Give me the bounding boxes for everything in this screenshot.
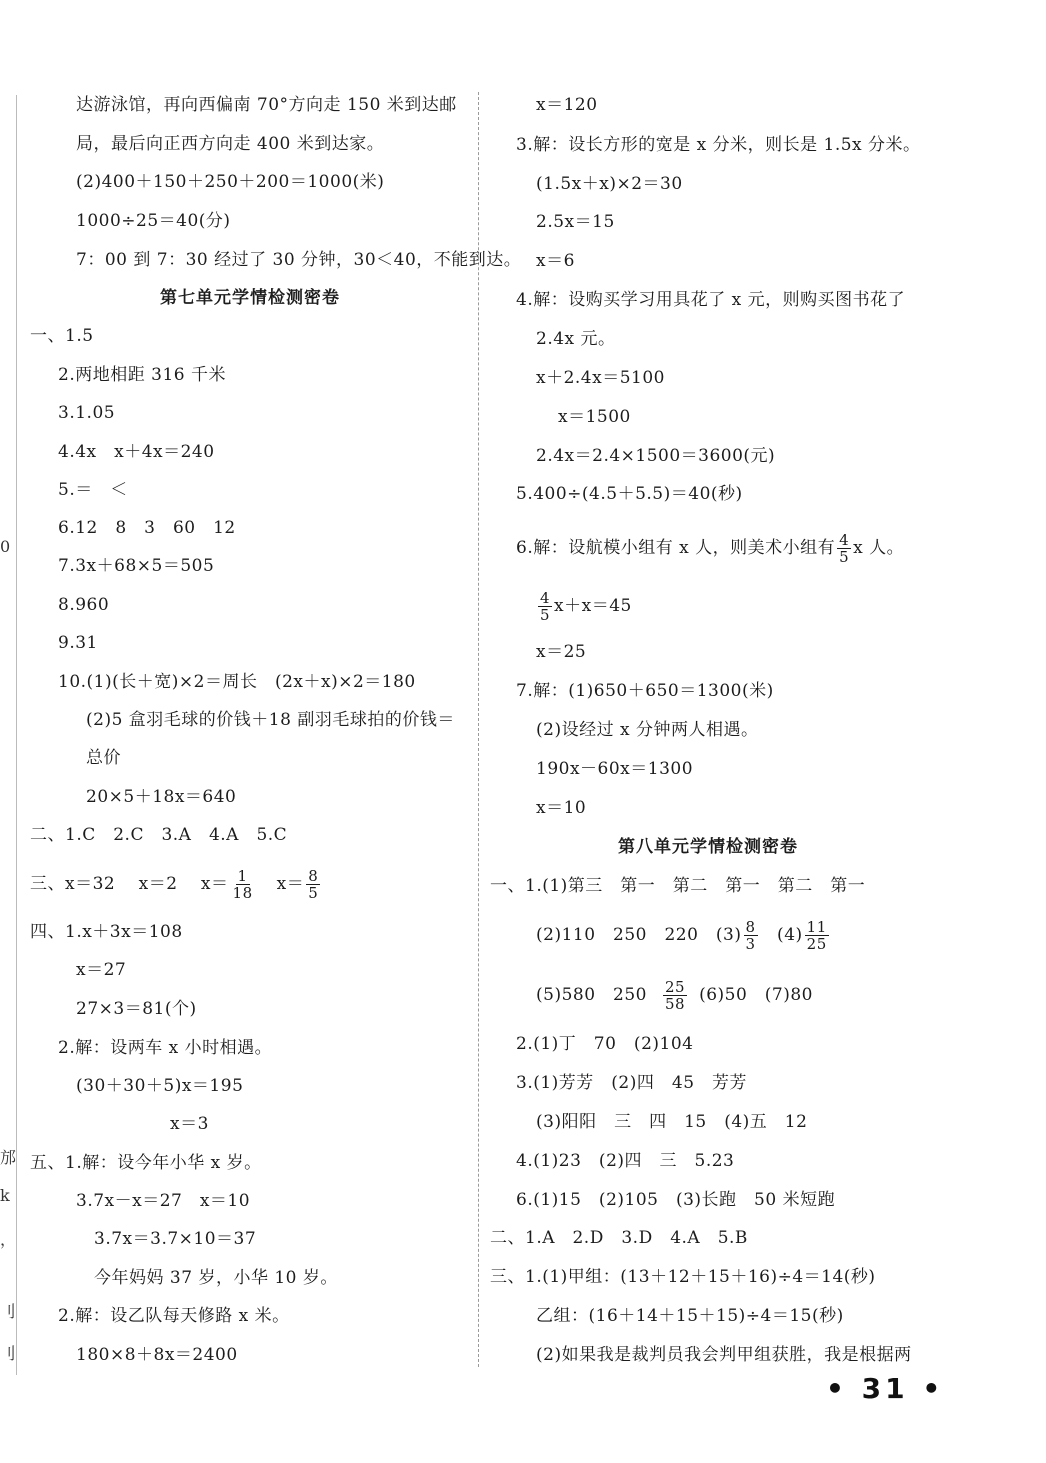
answer-text: (2)110 250 220 (3) [536, 925, 742, 945]
answer-line: 五、1.解：设今年小华 x 岁。 [30, 1153, 262, 1173]
fraction-numerator: 1 [237, 867, 248, 885]
fraction-denominator: 18 [232, 884, 253, 902]
answer-line: x＝6 [536, 251, 575, 271]
answer-line: 2.(1)丁 70 (2)104 [516, 1034, 694, 1054]
fraction-denominator: 3 [745, 935, 756, 953]
answer-text: 6.解：设航模小组有 x 人，则美术小组有 [516, 538, 836, 558]
answer-text: (6)50 (7)80 [699, 985, 814, 1005]
fraction-numerator: 8 [308, 867, 319, 885]
answer-line: 局，最后向正西方向走 400 米到达家。 [76, 134, 385, 154]
answer-line-fractions [536, 590, 632, 623]
answer-line: 4.(1)23 (2)四 三 5.23 [516, 1151, 735, 1171]
answer-line: (30＋30＋5)x＝195 [76, 1076, 244, 1096]
answer-line: 7.解：(1)650＋650＝1300(米) [516, 681, 774, 701]
answer-line: 3.7x＝3.7×10＝37 [94, 1229, 257, 1249]
answer-text: 三、x＝32 x＝2 x＝ [30, 874, 229, 894]
fraction [837, 532, 851, 565]
answer-line: 达游泳馆，再向西偏南 70°方向走 150 米到达邮 [76, 95, 457, 115]
answer-line: 3.7x－x＝27 x＝10 [76, 1191, 251, 1211]
fraction-numerator: 4 [540, 589, 551, 607]
edge-mark: 刂 [0, 1302, 17, 1321]
answer-line: 乙组：(16＋14＋15＋15)÷4＝15(秒) [536, 1306, 844, 1326]
fraction [538, 590, 552, 623]
edge-mark: 刂 [0, 1344, 17, 1363]
answer-text: (4) [759, 925, 803, 945]
fraction-denominator: 5 [540, 606, 551, 624]
fraction [744, 919, 758, 952]
answer-line: (3)阳阳 三 四 15 (4)五 12 [536, 1112, 808, 1132]
answer-line: x＝10 [536, 798, 587, 818]
answer-line: 6.12 8 3 60 12 [58, 518, 236, 538]
answer-line: 总价 [86, 748, 121, 768]
edge-mark: 0 [0, 537, 11, 556]
answer-line: 一、1.(1)第三 第一 第二 第一 第二 第一 [490, 876, 866, 896]
answer-line: 5.＝ ＜ [58, 480, 128, 500]
answer-line: 2.解：设两车 x 小时相遇。 [58, 1038, 273, 1058]
answer-line: 2.5x＝15 [536, 212, 615, 232]
edge-rule [16, 95, 17, 1375]
fraction-denominator: 58 [664, 995, 686, 1013]
answer-line: 3.解：设长方形的宽是 x 分米，则长是 1.5x 分米。 [516, 135, 921, 155]
fraction-numerator: 11 [806, 918, 827, 936]
answer-text: (5)580 250 [536, 985, 647, 1005]
answer-text: x 人。 [853, 538, 905, 558]
answer-line: 三、1.(1)甲组：(13＋12＋15＋16)÷4＝14(秒) [490, 1267, 876, 1287]
fraction [663, 979, 687, 1012]
fraction [231, 868, 255, 901]
fraction-numerator: 25 [664, 978, 686, 996]
answer-line: 3.(1)芳芳 (2)四 45 芳芳 [516, 1073, 748, 1093]
answer-line: 1000÷25＝40(分) [76, 211, 231, 231]
answer-line: 今年妈妈 37 岁，小华 10 岁。 [94, 1268, 338, 1288]
fraction-denominator: 5 [839, 548, 850, 566]
column-divider [478, 92, 479, 1367]
fraction-numerator: 8 [745, 918, 756, 936]
answer-text: x＋x＝45 [554, 596, 632, 616]
edge-mark: 邡 [0, 1148, 17, 1167]
answer-line: 6.(1)15 (2)105 (3)长跑 50 米短跑 [516, 1190, 836, 1210]
answer-text: x＝ [276, 874, 305, 894]
answer-line: (2)5 盒羽毛球的价钱＋18 副羽毛球拍的价钱＝ [86, 710, 455, 730]
fraction-denominator: 25 [806, 935, 827, 953]
answer-line: 3.1.05 [58, 403, 116, 423]
answer-line: 四、1.x＋3x＝108 [30, 922, 183, 942]
answer-line-fractions [516, 532, 904, 565]
answer-line: 190x－60x＝1300 [536, 759, 694, 779]
answer-line-fractions [536, 979, 813, 1012]
answer-line-fractions [30, 868, 322, 901]
answer-line: 27×3＝81(个) [76, 999, 197, 1019]
answer-line: x＋2.4x＝5100 [536, 368, 665, 388]
answer-line: 180×8＋8x＝2400 [76, 1345, 238, 1365]
answer-line: (2)如果我是裁判员我会判甲组获胜，我是根据两 [536, 1345, 912, 1365]
answer-line: 5.400÷(4.5＋5.5)＝40(秒) [516, 484, 743, 504]
answer-line: 2.4x 元。 [536, 329, 616, 349]
answer-line: 8.960 [58, 595, 110, 615]
answer-line: 一、1.5 [30, 326, 94, 346]
answer-line: 4.解：设购买学习用具花了 x 元，则购买图书花了 [516, 290, 906, 310]
answer-line: 二、1.A 2.D 3.D 4.A 5.B [490, 1228, 748, 1248]
answer-line: 7.3x＋68×5＝505 [58, 556, 215, 576]
answer-line: x＝120 [536, 95, 598, 115]
fraction [306, 868, 320, 901]
edge-mark: ， [0, 1230, 17, 1249]
answer-line: 2.解：设乙队每天修路 x 米。 [58, 1306, 290, 1326]
fraction-numerator: 4 [839, 531, 850, 549]
answer-line: 二、1.C 2.C 3.A 4.A 5.C [30, 825, 288, 845]
fraction [805, 919, 829, 952]
answer-line-fractions [536, 919, 831, 952]
answer-line: 20×5＋18x＝640 [86, 787, 237, 807]
answer-line: 10.(1)(长＋宽)×2＝周长 (2x＋x)×2＝180 [58, 672, 416, 692]
answer-line: x＝1500 [558, 407, 631, 427]
section-title: 第八单元学情检测密卷 [618, 837, 798, 857]
answer-line: (2)400＋150＋250＋200＝1000(米) [76, 172, 385, 192]
fraction-denominator: 5 [308, 884, 319, 902]
section-title: 第七单元学情检测密卷 [160, 288, 340, 308]
answer-line: 2.4x＝2.4×1500＝3600(元) [536, 446, 776, 466]
page-number: • 31 • [826, 1372, 945, 1405]
answer-line: (2)设经过 x 分钟两人相遇。 [536, 720, 759, 740]
answer-line: 7：00 到 7：30 经过了 30 分钟，30＜40，不能到达。 [76, 250, 522, 270]
edge-mark: k [0, 1186, 10, 1205]
answer-line: (1.5x＋x)×2＝30 [536, 174, 683, 194]
page-edge-margin [0, 0, 17, 1463]
answer-line: x＝27 [76, 960, 127, 980]
answer-line: x＝3 [170, 1114, 209, 1134]
answer-line: 2.两地相距 316 千米 [58, 365, 226, 385]
answer-line: 9.31 [58, 633, 98, 653]
answer-line: x＝25 [536, 642, 587, 662]
answer-line: 4.4x x＋4x＝240 [58, 442, 215, 462]
